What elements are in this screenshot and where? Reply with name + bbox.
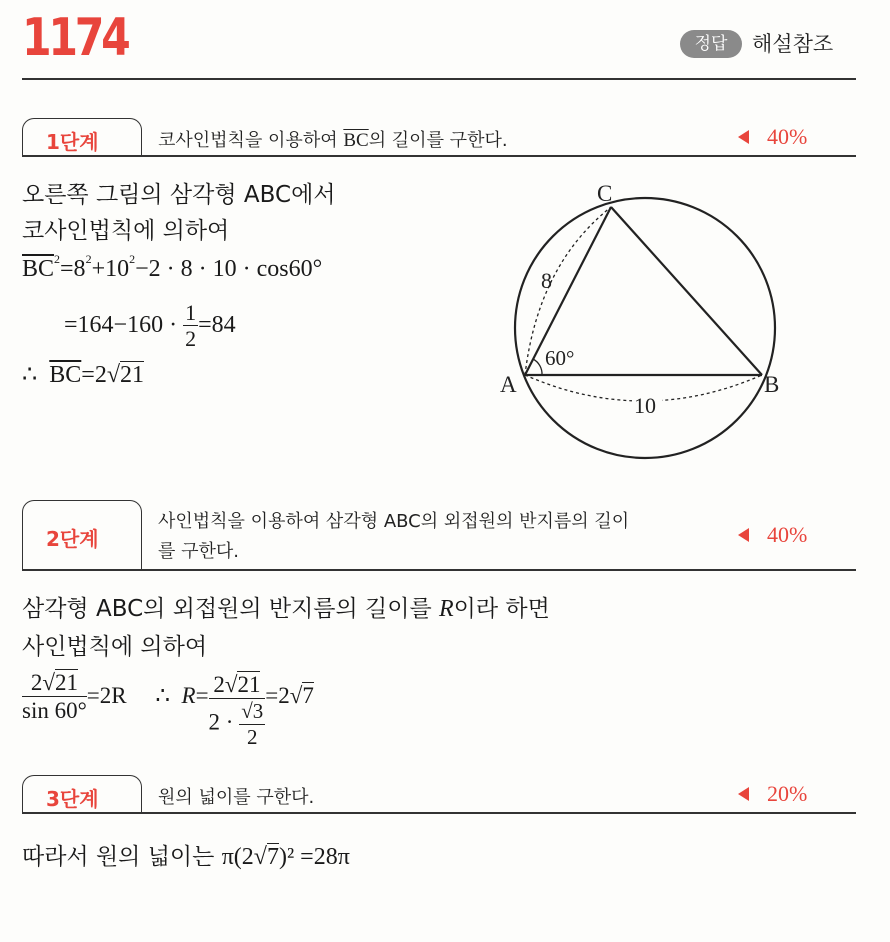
step2-line1: 삼각형 ABC의 외접원의 반지름의 길이를 R이라 하면 — [22, 596, 550, 622]
step2-equation: $\frac{2√21}{\sin 60^\circ}$ =2R ∴ R= 2√21 2 · $\frac{√3}{2}$ =2√7 — [22, 670, 314, 749]
step2-description-line2: 를 구한다. — [158, 541, 239, 562]
step1-description: 코사인법칙을 이용하여 $\overline{BC}$의 길이를 구한다. — [158, 130, 508, 151]
step1-line1: 오른쪽 그림의 삼각형 ABC에서 — [22, 182, 336, 208]
label-b: B — [764, 372, 780, 397]
triangle-marker-icon — [738, 130, 749, 144]
label-a: A — [500, 372, 517, 397]
step3-description: 원의 넓이를 구한다. — [158, 787, 315, 808]
label-angle-60: 60° — [545, 346, 575, 370]
step2-title: 2단계 — [46, 527, 99, 551]
step1-title: 1단계 — [46, 130, 99, 154]
step1-line2: 코사인법칙에 의하여 — [22, 218, 230, 244]
step1-equation3: ∴ $\overline{BC}=2√21$ — [22, 362, 145, 388]
label-side-8: 8 — [541, 268, 552, 293]
step3-title: 3단계 — [46, 787, 99, 811]
step1-equation2: =164−160 · $\frac{1}{2}$ =84 — [64, 300, 236, 352]
circumcircle — [515, 198, 775, 458]
header-rule — [22, 78, 856, 80]
step3-line: 따라서 원의 넓이는 π(2√7)² =28π — [22, 844, 350, 870]
triangle-marker-icon — [738, 787, 749, 801]
triangle-circle-diagram — [490, 175, 810, 465]
step1-rule — [22, 155, 856, 157]
answer-reference: 해설참조 — [752, 32, 834, 56]
side-cb — [611, 207, 762, 375]
step2-line2: 사인법칙에 의하여 — [22, 634, 208, 660]
step1-equation1: $\overline{BC}^2=8^2+10^2-2 \cdot 8 \cdot 10 \cdot \cos 60^\circ$ — [22, 252, 323, 282]
angle-a-arc — [533, 359, 542, 375]
step1-percent: 40% — [738, 124, 807, 150]
step3-percent: 20% — [738, 781, 807, 807]
triangle-marker-icon — [738, 528, 749, 542]
step2-rule — [22, 569, 856, 571]
step3-rule — [22, 812, 856, 814]
step2-percent: 40% — [738, 522, 807, 548]
label-side-10: 10 — [634, 393, 656, 418]
answer-badge: 정답 — [680, 30, 742, 58]
step2-description-line1: 사인법칙을 이용하여 삼각형 ABC의 외접원의 반지름의 길이 — [158, 511, 630, 532]
label-c: C — [597, 181, 613, 206]
problem-number: 1174 — [22, 8, 128, 68]
